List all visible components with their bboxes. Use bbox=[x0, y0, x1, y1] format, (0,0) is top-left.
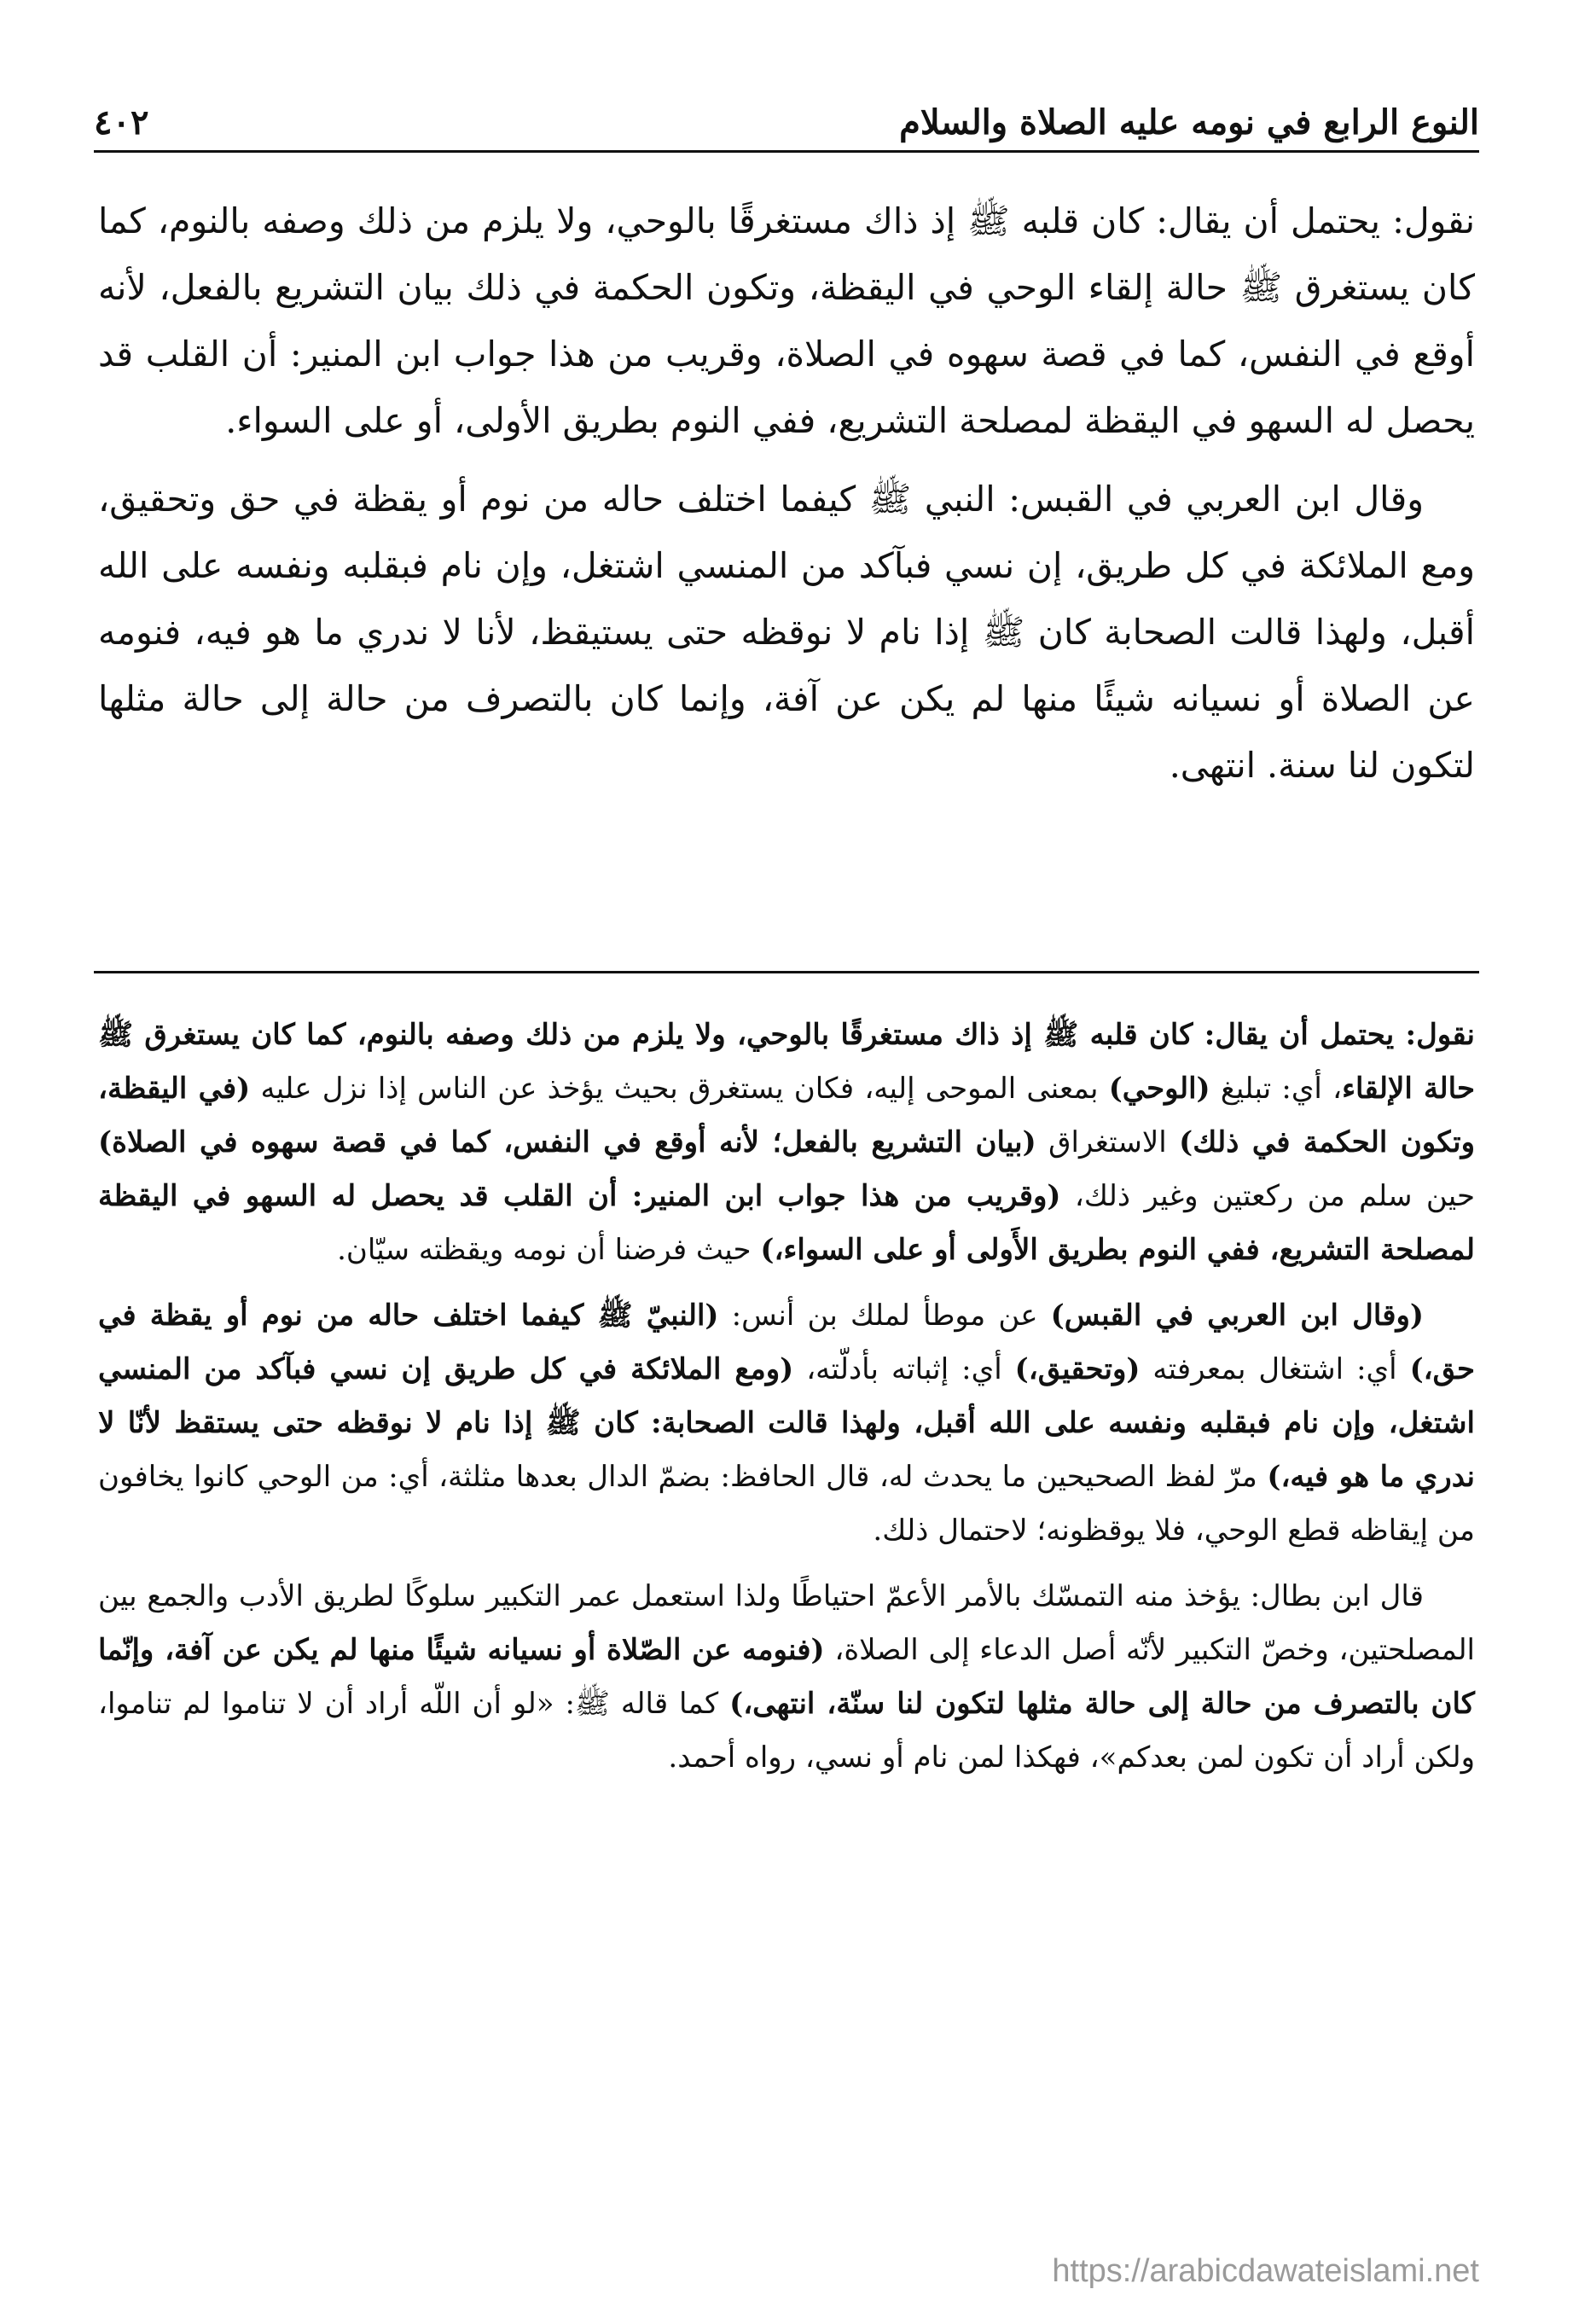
main-paragraph-2: وقال ابن العربي في القبس: النبي ﷺ كيفما اختلف حاله من نوم أو يقظة في حق وتحقيق، ومع الملائكة في كل طريق، إن نسي فبآكد من المنسي اشتغل، وإن نام فبقلبه ونفسه على الله أقبل، ولهذا قالت الصحابة كان ﷺ إذا نام لا نوقظه حتى يستيقظ، لأنا لا ندري ما هو فيه، فنومه عن الصلاة أو نسيانه شيئًا منها لم يكن عن آفة، وإنما كان بالتصرف من حالة إلى حالة مثلها لتكون لنا سنة. انتهى. bbox=[98, 479, 1475, 786]
commentary-text-run: مرّ لفظ الصحيحين ما يحدث له، قال الحافظ: بضمّ الدال بعدها مثلثة، أي: من الوحي كانوا يخافون من إيقاظه قطع الوحي، فلا يوقظونه؛ لاحتمال ذلك. bbox=[98, 1460, 1475, 1548]
commentary-text-run: كما قاله ﷺ: «لو أن اللّه أراد أن لا تناموا لم تناموا، ولكن أراد أن تكون لمن بعدكم»، فهكذا لمن نام أو نسي، رواه أحمد. bbox=[98, 1687, 1475, 1775]
commentary-paragraph-1 bbox=[98, 1008, 1475, 1277]
commentary-text-run: عن موطأ لملك بن أنس: bbox=[718, 1299, 1051, 1333]
quoted-text: (في اليقظة، وتكون الحكمة في ذلك) bbox=[98, 1072, 1476, 1159]
commentary-text-run: حيث فرضنا أن نومه ويقظته سيّان. bbox=[337, 1233, 761, 1267]
quoted-text: (فنومه عن الصّلاة أو نسيانه شيئًا منها لم يكن عن آفة، وإنّما كان بالتصرف من حالة إلى حالة مثلها لتكون لنا سنّة، انتهى،) bbox=[98, 1633, 1475, 1721]
chapter-title: النوع الرابع في نومه عليه الصلاة والسلام bbox=[899, 102, 1479, 142]
commentary-text-run: بمعنى الموحى إليه، فكان يستغرق بحيث يؤخذ عن الناس إذا نزل عليه bbox=[250, 1072, 1109, 1106]
quoted-text: نقول: يحتمل أن يقال: كان قلبه ﷺ إذ ذاك مستغرقًا بالوحي، ولا يلزم من ذلك وصفه بالنوم، كما كان يستغرق ﷺ حالة الإلقاء bbox=[98, 1018, 1476, 1106]
page-number: ٤٠٢ bbox=[94, 102, 149, 142]
commentary-text bbox=[98, 1008, 1475, 1785]
quoted-text: (بيان التشريع بالفعل؛ لأنه أوقع في النفس، كما في قصة سهوه في الصلاة) bbox=[98, 1125, 1036, 1159]
quoted-text: (ومع الملائكة في كل طريق إن نسي فبآكد من المنسي اشتغل، وإن نام فبقلبه ونفسه على الله أقبل، ولهذا قالت الصحابة: كان ﷺ إذا نام لا نوقظه حتى يستقظ لأنّا لا ندري ما هو فيه،) bbox=[98, 1352, 1476, 1494]
commentary-text-run: قال ابن بطال: يؤخذ منه التمسّك بالأمر الأعمّ احتياطًا ولذا استعمل عمر التكبير سلوكًا لطريق الأدب والجمع بين المصلحتين، وخصّ التكبير لأنّه أصل الدعاء إلى الصلاة، bbox=[98, 1579, 1476, 1667]
commentary-text-run: ، أي: تبليغ bbox=[1210, 1072, 1343, 1106]
main-paragraph-1: نقول: يحتمل أن يقال: كان قلبه ﷺ إذ ذاك مستغرقًا بالوحي، ولا يلزم من ذلك وصفه بالنوم، كما كان يستغرق ﷺ حالة إلقاء الوحي في اليقظة، وتكون الحكمة في ذلك بيان التشريع بالفعل، لأنه أوقع في النفس، كما في قصة سهوه في الصلاة، وقريب من هذا جواب ابن المنير: أن القلب قد يحصل له السهو في اليقظة لمصلحة التشريع، ففي النوم بطريق الأولى، أو على السواء. bbox=[98, 200, 1475, 441]
commentary-text-run: الاستغراق bbox=[1036, 1125, 1180, 1159]
quoted-text: (وتحقيق،) bbox=[1014, 1352, 1141, 1386]
source-watermark: https://arabicdawateislami.net bbox=[1052, 2253, 1479, 2289]
page-header bbox=[94, 82, 1479, 142]
section-divider bbox=[94, 971, 1479, 973]
commentary-paragraph-2 bbox=[98, 1289, 1475, 1558]
quoted-text: (الوحي) bbox=[1108, 1072, 1210, 1106]
quoted-text: (النبيّ ﷺ كيفما اختلف حاله من نوم أو يقظة في حق،) bbox=[98, 1299, 1476, 1386]
header-divider bbox=[94, 150, 1479, 153]
quoted-text: (وقريب من هذا جواب ابن المنير: أن القلب قد يحصل له السهو في اليقظة لمصلحة التشريع، ففي النوم بطريق الأَولى أو على السواء،) bbox=[98, 1179, 1475, 1267]
commentary-text-run: أي: إثباته بأدلّته، bbox=[793, 1352, 1015, 1386]
main-text bbox=[98, 188, 1475, 799]
quoted-text: (وقال ابن العربي في القبس) bbox=[1050, 1299, 1424, 1333]
commentary-paragraph-3 bbox=[98, 1570, 1475, 1785]
commentary-text-run: أي: اشتغال بمعرفته bbox=[1140, 1352, 1410, 1386]
commentary-text-run: حين سلم من ركعتين وغير ذلك، bbox=[1060, 1179, 1475, 1213]
